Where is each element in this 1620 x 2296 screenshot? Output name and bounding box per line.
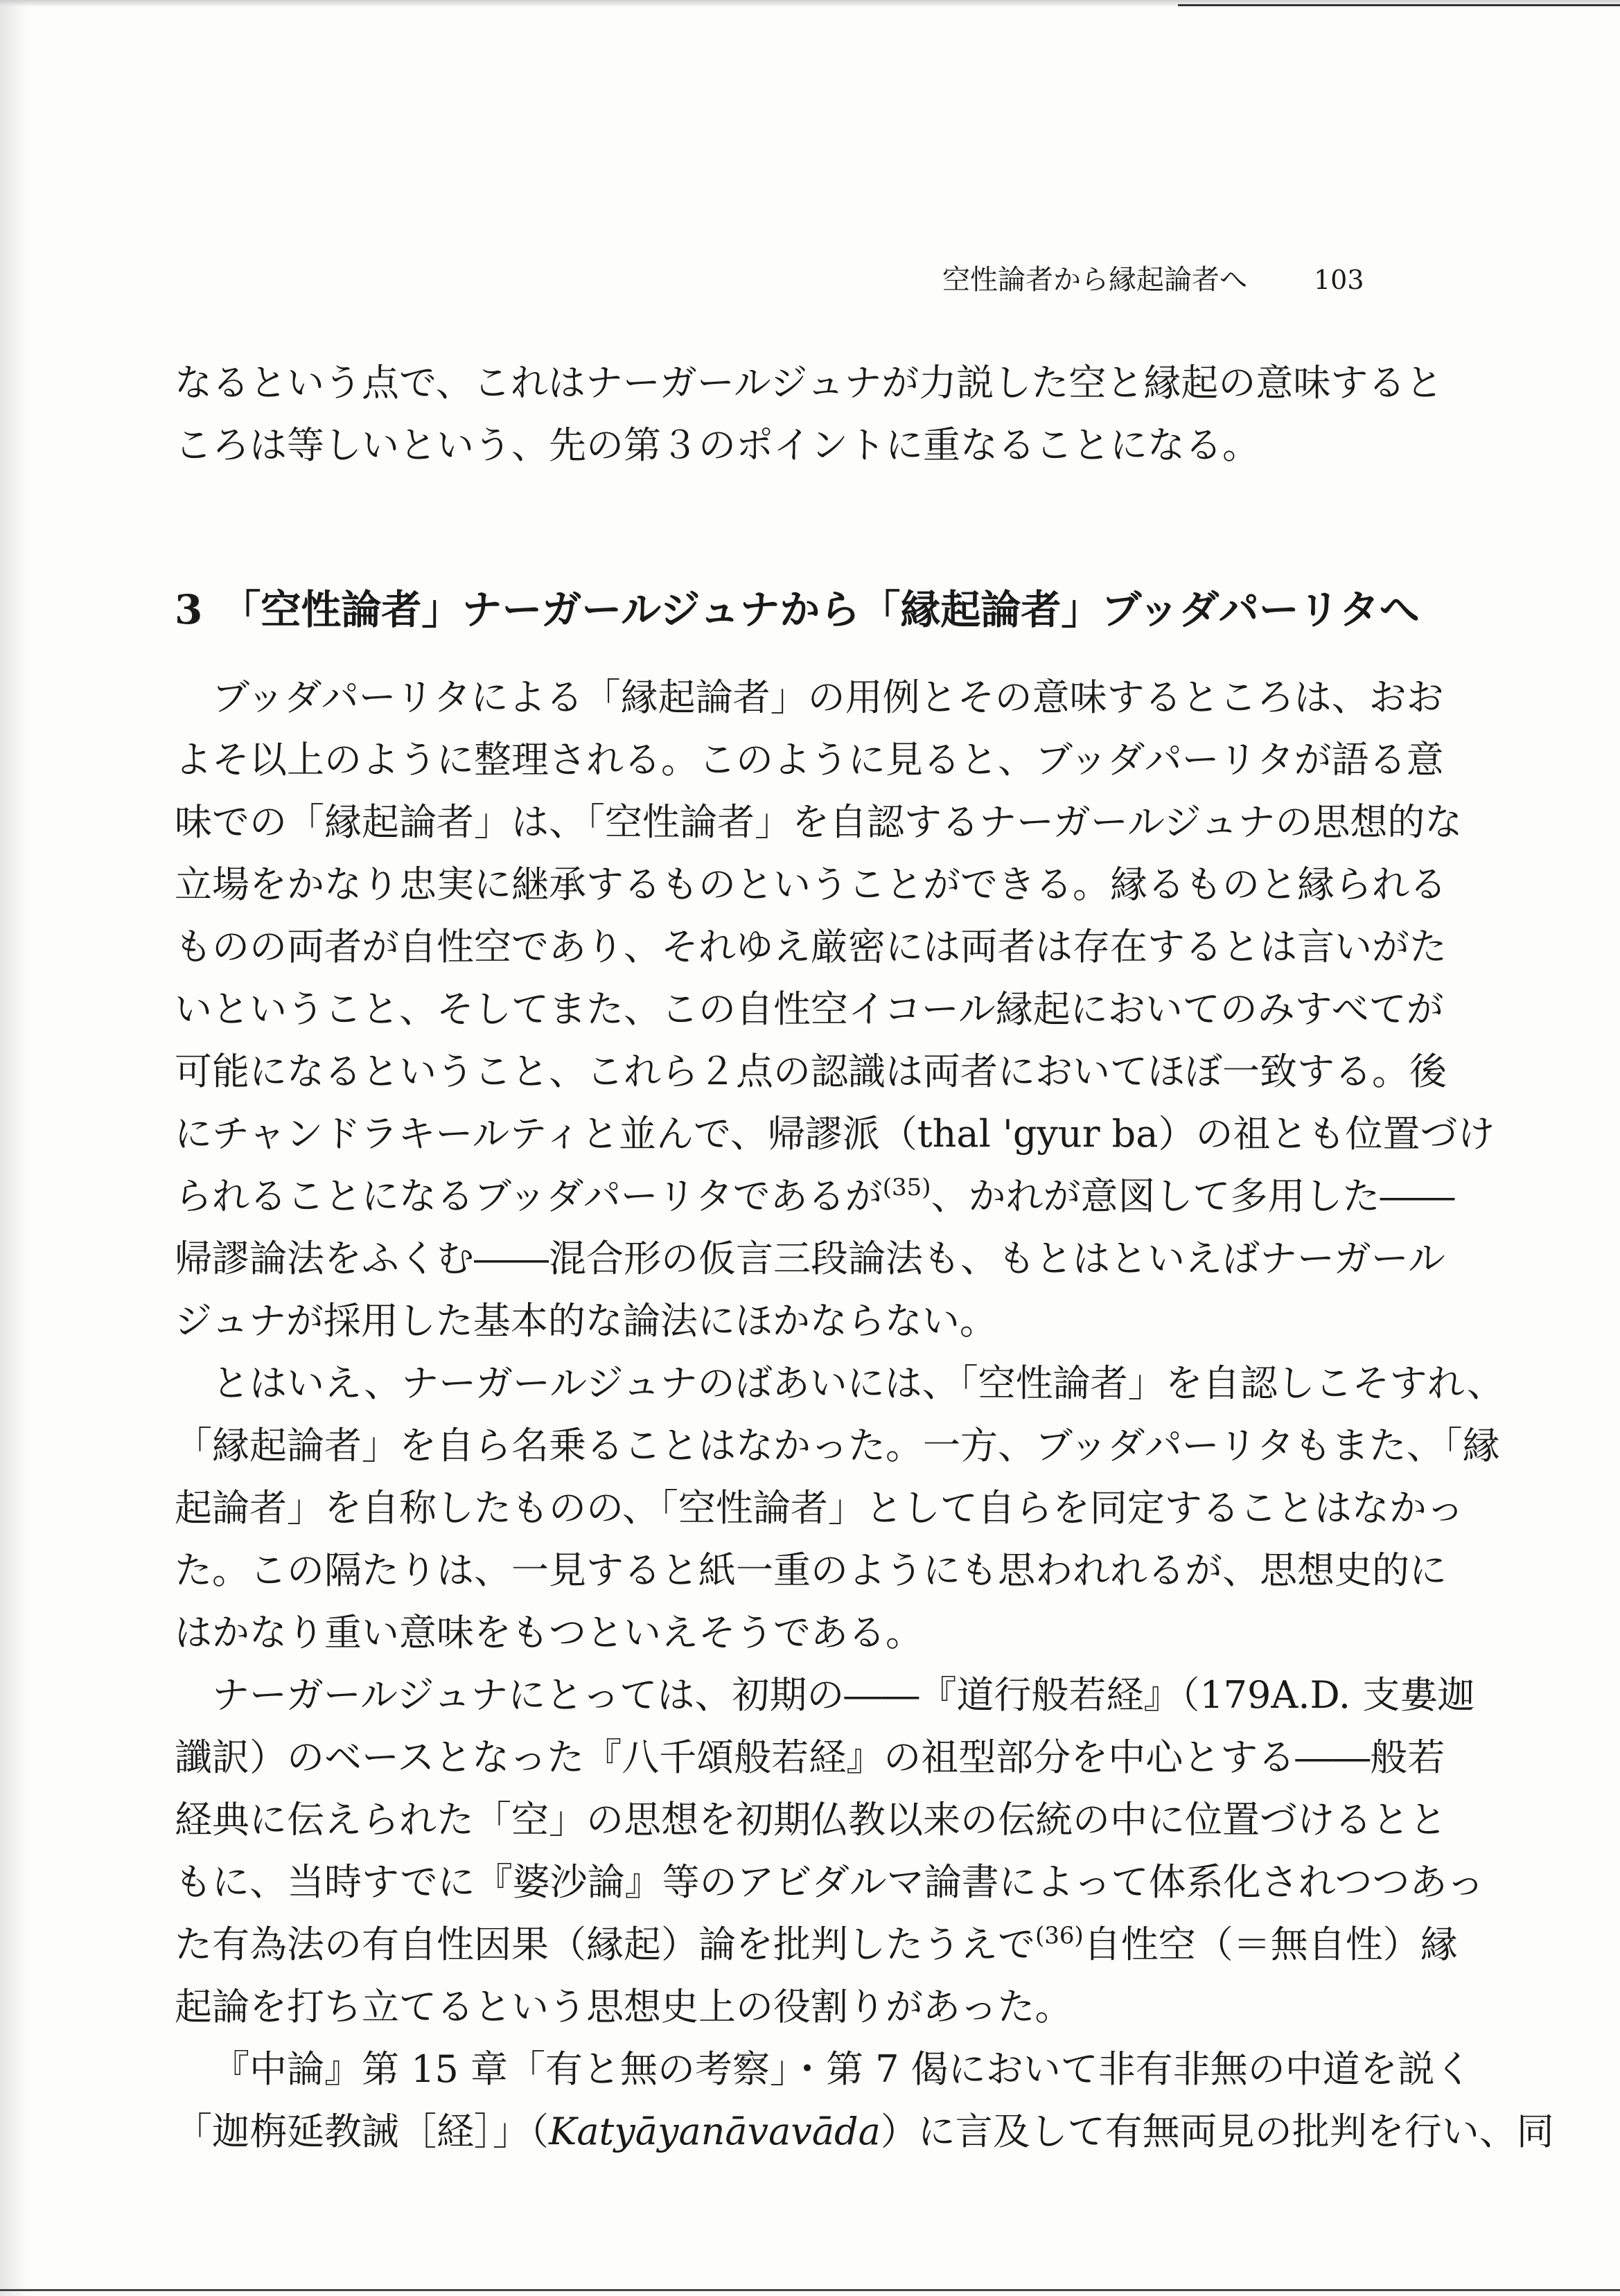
text-segment: ）に言及して有無両見の批判を行い、同 (880, 2110, 1554, 2153)
text-segment: られることになるブッダパーリタであるが (175, 1174, 883, 1218)
text-line: ジュナが採用した基本的な論法にほかならない。 (175, 1299, 997, 1343)
scan-shadow-left (0, 0, 28, 2296)
text-line: 讖訳）のベースとなった『八千頌般若経』の祖型部分を中心とする――般若 (175, 1736, 1445, 1779)
scan-border-top (1178, 4, 1620, 6)
text-line: 可能になるということ、これら２点の認識は両者においてほぼ一致する。後 (175, 1050, 1447, 1093)
paragraph-2 (175, 1352, 1504, 1664)
text-line: よそ以上のように整理される。このように見ると、ブッダパーリタが語る意 (175, 738, 1444, 781)
paragraph-3 (175, 1664, 1484, 2038)
text-line: ナーガールジュナにとっては、初期の――『道行般若経』（179A.D. 支婁迦 (212, 1673, 1475, 1717)
text-line: 起論者」を自称したものの、「空性論者」として自らを同定することはなかっ (175, 1486, 1464, 1530)
text-line: 味での「縁起論者」は、「空性論者」を自認するナーガールジュナの思想的な (175, 800, 1463, 844)
text-line (175, 1165, 1455, 1228)
scan-border-bottom (0, 2289, 1620, 2291)
sanskrit-term: Katyāyanāvavāda (549, 2110, 881, 2153)
text-line: 「縁起論者」を自ら名乗ることはなかった。一方、ブッダパーリタもまた、「縁 (175, 1424, 1500, 1467)
text-line: ものの両者が自性空であり、それゆえ厳密には両者は存在するとは言いがた (175, 925, 1447, 969)
main-text (175, 666, 1554, 2163)
text-line: ブッダパーリタによる「縁起論者」の用例とその意味するところは、おお (212, 675, 1444, 719)
intro-paragraph (175, 352, 1443, 477)
footnote-ref-35: (35) (882, 1174, 931, 1201)
text-line: 『中論』第 15 章「有と無の考察」・第 7 偈において非有非無の中道を説く (212, 2047, 1472, 2091)
text-segment: 自性空（＝無自性）縁 (1083, 1923, 1458, 1966)
section-title: 「空性論者」ナーガールジュナから「縁起論者」ブッダパーリタへ (220, 586, 1420, 633)
paragraph-1 (175, 666, 1495, 1352)
text-line: 経典に伝えられた「空」の思想を初期仏教以来の伝統の中に位置づけるとと (175, 1798, 1447, 1842)
paragraph-4 (175, 2038, 1554, 2163)
page-number: 103 (1314, 265, 1364, 295)
section-heading (175, 575, 1420, 644)
text-line: なるという点で、これはナーガールジュナが力説した空と縁起の意味すると (175, 361, 1443, 405)
text-line: とはいえ、ナーガールジュナのばあいには、「空性論者」を自認しこそすれ、 (212, 1361, 1504, 1405)
running-head-title: 空性論者から縁起論者へ (942, 264, 1247, 296)
text-line: はかなり重い意味をもつといえそうである。 (175, 1611, 923, 1654)
footnote-ref-36: (36) (1035, 1922, 1084, 1950)
section-number: 3 (175, 586, 203, 633)
text-line: もに、当時すでに『婆沙論』等のアビダルマ論書によって体系化されつつあっ (175, 1860, 1484, 1904)
text-segment: た有為法の有自性因果（縁起）論を批判したうえで (175, 1923, 1035, 1966)
text-segment: 、かれが意図して多用した―― (931, 1174, 1455, 1218)
text-line: た。この隔たりは、一見すると紙一重のようにも思われれるが、思想史的に (175, 1548, 1447, 1592)
text-segment: 「迦栴延教誡［経］」（ (175, 2110, 549, 2153)
text-line: ころは等しいという、先の第３のポイントに重なることになる。 (175, 423, 1260, 467)
text-line (175, 2101, 1554, 2163)
text-line: 立場をかなり忠実に継承するものということができる。縁るものと縁られる (175, 863, 1447, 906)
text-line (175, 1914, 1458, 1976)
text-line: いということ、そしてまた、この自性空イコール縁起においてのみすべてが (175, 987, 1444, 1031)
text-line: 起論を打ち立てるという思想史上の役割りがあった。 (175, 1985, 1073, 2029)
text-line: 帰謬論法をふくむ――混合形の仮言三段論法も、もとはといえばナーガール (175, 1237, 1445, 1280)
running-head (942, 258, 1441, 302)
text-line: にチャンドラキールティと並んで、帰謬派（thal 'gyur ba）の祖とも位置づけ (175, 1112, 1495, 1156)
